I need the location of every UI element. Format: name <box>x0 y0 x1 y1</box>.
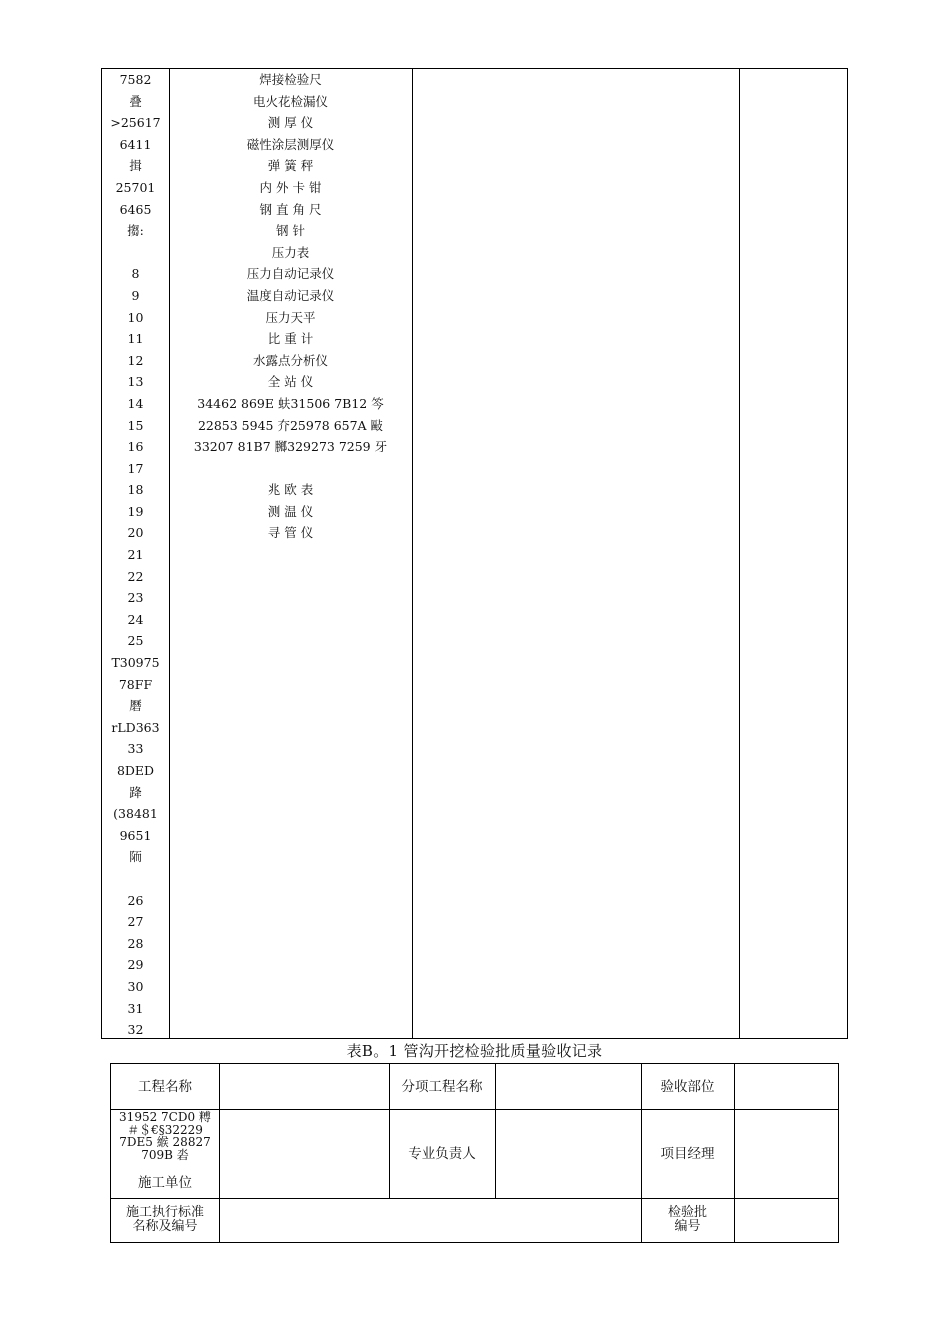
instrument-name: 寻 管 仪 <box>267 525 314 541</box>
item-number: T30975 <box>111 655 160 671</box>
project-manager-value[interactable] <box>734 1109 838 1198</box>
item-number: 6465 <box>119 201 152 217</box>
instrument-name: 水露点分析仪 <box>252 352 328 368</box>
instrument-name: 压力天平 <box>265 309 316 325</box>
contractor-code-line: 31952 7CD0 糐 <box>119 1110 211 1124</box>
instrument-name: 内 外 卡 钳 <box>259 179 322 195</box>
item-number: 29 <box>127 957 144 973</box>
item-number: 8 <box>131 266 140 282</box>
instrument-name: 钢 直 角 尺 <box>259 201 322 217</box>
instrument-name: 电火花检漏仪 <box>252 93 328 109</box>
instrument-name: 34462 869E 蚨31506 7B12 笒 <box>197 395 384 411</box>
item-number: 25701 <box>115 179 156 195</box>
item-number: 21 <box>127 547 144 563</box>
item-number: 13 <box>127 374 144 390</box>
item-number: 33 <box>127 741 144 757</box>
instrument-name: 压力表 <box>271 244 310 260</box>
item-number: 12 <box>127 352 144 368</box>
item-number: 揖 <box>129 158 142 174</box>
instrument-name: 磁性涂层测厚仪 <box>246 136 335 152</box>
instrument-name <box>169 458 412 480</box>
contractor-code-line: 7DE5 緱 28827 <box>119 1135 211 1149</box>
item-number: 31 <box>127 1000 144 1016</box>
item-number: 陑 <box>129 849 142 865</box>
item-number: 25 <box>127 633 144 649</box>
number-column <box>102 69 169 1041</box>
item-number: 22 <box>127 568 144 584</box>
item-number: 15 <box>127 417 144 433</box>
item-number: 磿 <box>129 698 142 714</box>
instrument-name: 全 站 仪 <box>267 374 314 390</box>
record-table <box>110 1063 839 1243</box>
item-number: 30 <box>127 978 144 994</box>
batch-no-label-line: 编号 <box>674 1219 701 1234</box>
instrument-name-column <box>169 69 412 544</box>
project-name-value[interactable] <box>219 1064 389 1109</box>
acceptance-part-label: 验收部位 <box>660 1078 715 1095</box>
sub-project-name-label: 分项工程名称 <box>401 1078 483 1095</box>
contractor-label: 施工单位 <box>138 1175 192 1191</box>
item-number: 6411 <box>119 136 152 152</box>
batch-no-value[interactable] <box>734 1198 838 1242</box>
standard-value[interactable] <box>219 1198 641 1242</box>
item-number: 23 <box>127 590 144 606</box>
item-number: 26 <box>127 892 144 908</box>
item-number <box>102 868 169 890</box>
item-number: 27 <box>127 914 144 930</box>
acceptance-part-value[interactable] <box>734 1064 838 1109</box>
item-number: 8DED <box>116 763 155 778</box>
item-number: 跭 <box>129 784 142 800</box>
contractor-code-line: 709B 沯 <box>141 1147 189 1162</box>
item-number: 叠 <box>129 93 142 109</box>
project-name-label: 工程名称 <box>138 1078 192 1095</box>
instrument-name: 比 重 计 <box>267 331 314 347</box>
instrument-name: 焊接检验尺 <box>259 72 322 87</box>
item-number: 10 <box>127 309 144 325</box>
project-manager-label: 项目经理 <box>660 1145 715 1162</box>
item-number: 18 <box>127 482 144 498</box>
item-number: >25617 <box>110 115 161 131</box>
item-number: 32 <box>127 1022 144 1038</box>
contractor-cell <box>111 1109 219 1198</box>
item-number: 17 <box>127 460 144 476</box>
contractor-code-line: ＃＄€§32229 <box>127 1122 203 1137</box>
item-number: 9 <box>131 287 140 303</box>
item-number: rLD363 <box>111 719 160 735</box>
item-number: 9651 <box>119 827 152 843</box>
instrument-name: 测 温 仪 <box>267 503 314 519</box>
item-number: 11 <box>127 331 144 347</box>
item-number <box>102 242 169 264</box>
instrument-table <box>101 68 848 1039</box>
batch-no-label-line: 检验批 <box>667 1205 707 1220</box>
item-number: 20 <box>127 525 144 541</box>
instrument-name: 33207 81B7 膷329273 7259 牙 <box>193 439 388 455</box>
item-number: 24 <box>127 611 144 627</box>
instrument-name: 温度自动记录仪 <box>246 287 335 303</box>
batch-no-label <box>641 1198 734 1242</box>
instrument-name: 测 厚 仪 <box>267 115 314 131</box>
standard-label-line: 施工执行标准 <box>125 1205 204 1220</box>
instrument-name: 弹 簧 秤 <box>267 158 314 174</box>
standard-label <box>111 1198 219 1242</box>
column-divider <box>739 69 740 1038</box>
sub-project-name-value[interactable] <box>495 1064 641 1109</box>
instrument-name: 钢 针 <box>276 223 305 239</box>
item-number: 78FF <box>118 676 153 692</box>
contractor-value[interactable] <box>219 1109 389 1198</box>
instrument-name: 压力自动记录仪 <box>246 266 335 282</box>
specialist-value[interactable] <box>495 1109 641 1198</box>
table-caption: 表B。1 管沟开挖检验批质量验收记录 <box>346 1042 603 1060</box>
column-divider <box>412 69 413 1038</box>
item-number: 16 <box>127 439 144 455</box>
instrument-name: 22853 5945 夰25978 657A 敺 <box>197 417 384 433</box>
specialist-label: 专业负责人 <box>408 1145 476 1162</box>
item-number: 搊: <box>127 223 144 239</box>
item-number: 28 <box>127 935 144 951</box>
item-number: 14 <box>127 395 144 411</box>
standard-label-line: 名称及编号 <box>132 1219 198 1234</box>
item-number: 7582 <box>119 72 152 87</box>
item-number: 19 <box>127 503 144 519</box>
item-number: (38481 <box>113 806 158 822</box>
instrument-name: 兆 欧 表 <box>267 482 314 498</box>
